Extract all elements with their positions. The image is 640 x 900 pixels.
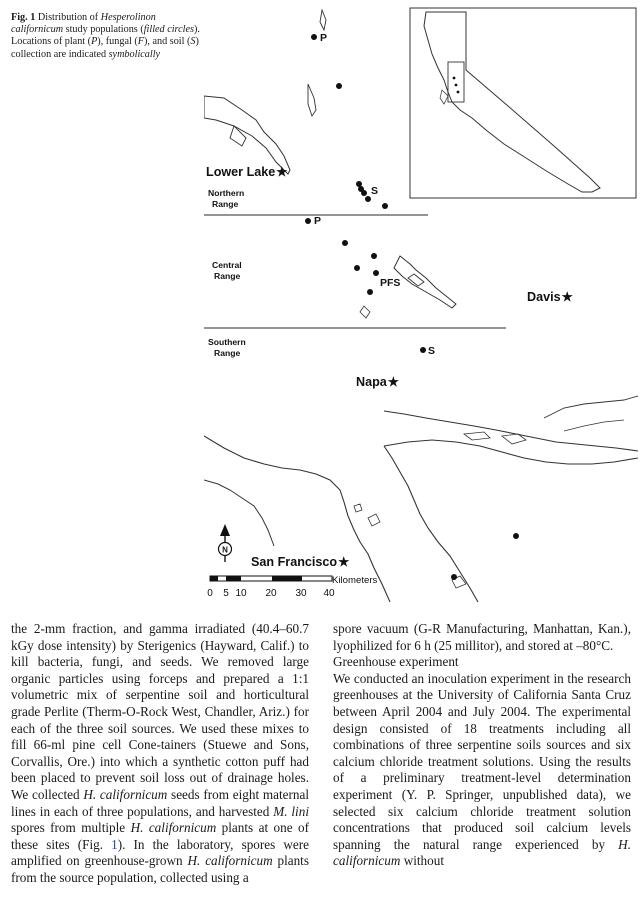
inset-population-dot [453, 77, 456, 80]
star-icon: ★ [561, 290, 573, 304]
population-dot [371, 253, 377, 259]
scale-tick-0: 0 [207, 588, 213, 599]
population-dot [451, 574, 457, 580]
scale-tick-30: 30 [295, 588, 307, 599]
scale-tick-20: 20 [265, 588, 277, 599]
lower-lake-label: Lower Lake★ [206, 165, 288, 179]
population-dot [354, 265, 360, 271]
star-icon: ★ [276, 165, 288, 179]
caption-f: F [137, 36, 144, 48]
body-column-left [11, 621, 309, 887]
caption-symbolically: symbolically [108, 48, 161, 60]
site-label-s: S [371, 185, 379, 197]
population-dot [336, 83, 342, 89]
central-range-label: Range [214, 271, 241, 281]
site-label-p: P [320, 32, 328, 44]
inset-population-dot [457, 91, 460, 94]
figure-reference-link[interactable]: 1 [111, 836, 118, 852]
figure-caption [11, 12, 201, 61]
site-label-pfs: PFS [380, 277, 401, 289]
scale-tick-40: 40 [323, 588, 335, 599]
california-inset-map [410, 8, 636, 198]
site-label-s: S [428, 345, 436, 357]
caption-text: Distribution of [37, 12, 101, 23]
caption-s: S [190, 36, 196, 48]
north-label: N [222, 545, 228, 555]
northern-range-label: Range [212, 199, 239, 209]
paragraph: We conducted an inoculation experiment in the research greenhouses at the University of California Santa Cruz between April 2004 and July 2004. The experimental design consisted of 18 treatments including all combinations of three serpentine soils sources and six calcium chloride treatment solutions. Using the results of a preliminary treatment-level determination experiment (Y. P. Springer, unpublished data), we selected six calcium chloride treatment solution concentrations that produced soil calcium levels spanning the natural range experienced by H. californicum without [333, 670, 631, 869]
caption-p: P [91, 36, 98, 48]
scale-tick-5: 5 [223, 588, 229, 599]
population-dot [420, 347, 426, 353]
caption-text: study populations ( [63, 24, 144, 36]
population-dot [311, 34, 317, 40]
population-dot [361, 190, 367, 196]
population-dot [367, 289, 373, 295]
caption-text: ) collection are indicated [11, 36, 199, 60]
caption-text: ), and soil ( [143, 36, 191, 48]
scale-unit-label: Kilometers [332, 575, 378, 586]
population-dot [382, 203, 388, 209]
population-dot [305, 218, 311, 224]
population-dot [373, 270, 379, 276]
star-icon: ★ [387, 375, 400, 389]
site-label-p: P [314, 215, 322, 227]
inset-population-dot [455, 84, 458, 87]
central-range-label: Central [212, 260, 242, 270]
paragraph: spore vacuum (G-R Manufacturing, Manhattan, Kan.), lyophilized for 6 h (25 millitor), and stored at –80°C. [333, 621, 631, 653]
body-column-right [333, 621, 631, 870]
davis-label: Davis★ [527, 290, 573, 304]
southern-range-label: Southern [208, 337, 246, 347]
caption-text: ), fungal ( [97, 36, 138, 48]
caption-species: Hesperolinon californicum [11, 12, 156, 36]
caption-filled: filled circles [143, 24, 194, 36]
napa-label: Napa★ [356, 375, 400, 389]
study-area-map [204, 6, 638, 602]
population-dot [342, 240, 348, 246]
southern-range-label: Range [214, 348, 241, 358]
section-heading: Greenhouse experiment [333, 654, 459, 670]
northern-range-label: Northern [208, 188, 245, 198]
san-francisco-label: San Francisco★ [251, 555, 350, 569]
star-icon: ★ [338, 555, 350, 569]
scale-tick-10: 10 [235, 588, 247, 599]
figure-number: Fig. 1 [11, 12, 36, 23]
population-dot [513, 533, 519, 539]
paragraph: the 2-mm fraction, and gamma irradiated (40.4–60.7 kGy dose intensity) by Sterigenics (Hayward, Calif.) to kill bacteria, fungi, and seeds. We removed large organic particles using forceps and prepared a 1:1 volumetric mix of serpentine soil and horticultural grade Perlite (Therm-O-Rock West, Chandler, Ariz.) for each of the three soil sources. We used these mixes to fill 66-ml pine cell Cone-tainers (Stuewe and Sons, Corvallis, Ore.) into which a synthetic cotton puff had been placed to prevent soil loss out of drainage holes. We collected H. californicum seeds from eight maternal lines in each of three populations, and harvested M. lini spores from multiple H. californicum plants at one of these sites (Fig. 1). In the laboratory, spores were amplified on greenhouse-grown H. californicum plants from the source population, collected using a [11, 621, 310, 885]
caption-text: ). Locations of plant ( [11, 24, 200, 48]
